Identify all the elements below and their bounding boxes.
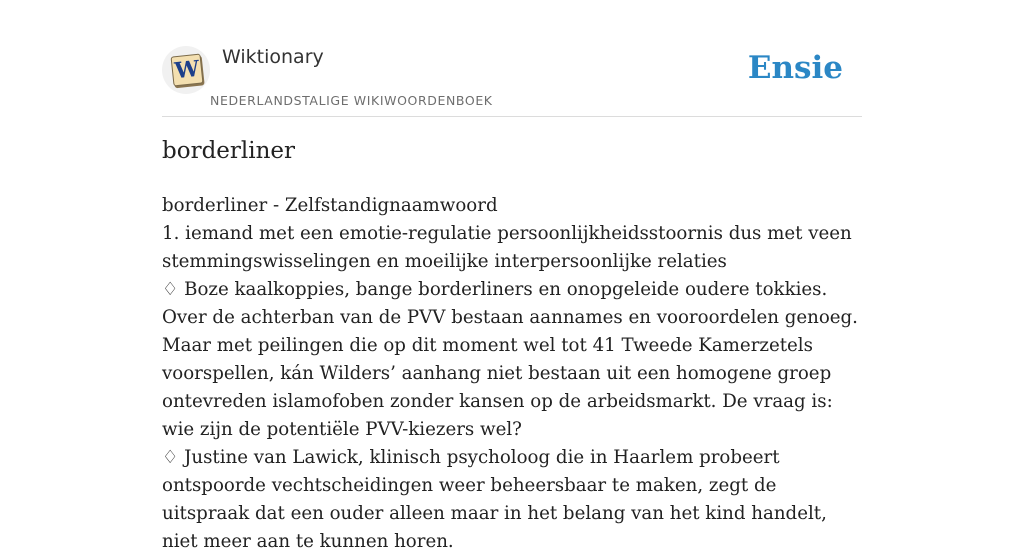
wiktionary-logo-icon[interactable] xyxy=(162,46,210,94)
entry-title: borderliner xyxy=(162,138,296,164)
site-name[interactable]: Wiktionary xyxy=(222,46,324,68)
site-subtitle: NEDERLANDSTALIGE WIKIWOORDENBOEK xyxy=(210,93,493,108)
site-header xyxy=(162,0,862,117)
ensie-brand-logo[interactable]: Ensie xyxy=(747,50,843,86)
logo-tile: W xyxy=(171,54,204,87)
word-type-line: borderliner - Zelfstandignaamwoord xyxy=(162,195,498,216)
entry-content xyxy=(162,192,862,556)
example-quote: ♢ Boze kaalkoppies, bange borderliners en onopgeleide oudere tokkies. Over de achterban van de PVV bestaan aannames en vooroordelen genoeg. Maar met peilingen die op dit moment wel tot 41 Tweede Kamerzetels voorspellen, kán Wilders’ aanhang niet bestaan uit een homogene groep ontevreden islamofoben zonder kansen op de arbeidsmarkt. De vraag is: wie zijn de potentiële PVV-kiezers wel? xyxy=(162,279,858,440)
page xyxy=(162,0,862,552)
example-quote: ♢ Justine van Lawick, klinisch psycholoog die in Haarlem probeert ontspoorde vechtscheidingen weer beheersbaar te maken, zegt de uitspraak dat een ouder alleen maar in het belang van het kind handelt, niet meer aan te kunnen horen. xyxy=(162,447,827,552)
definition: 1. iemand met een emotie-regulatie persoonlijkheidsstoornis dus met veen stemmingswisselingen en moeilijke interpersoonlijke relaties xyxy=(162,223,852,272)
